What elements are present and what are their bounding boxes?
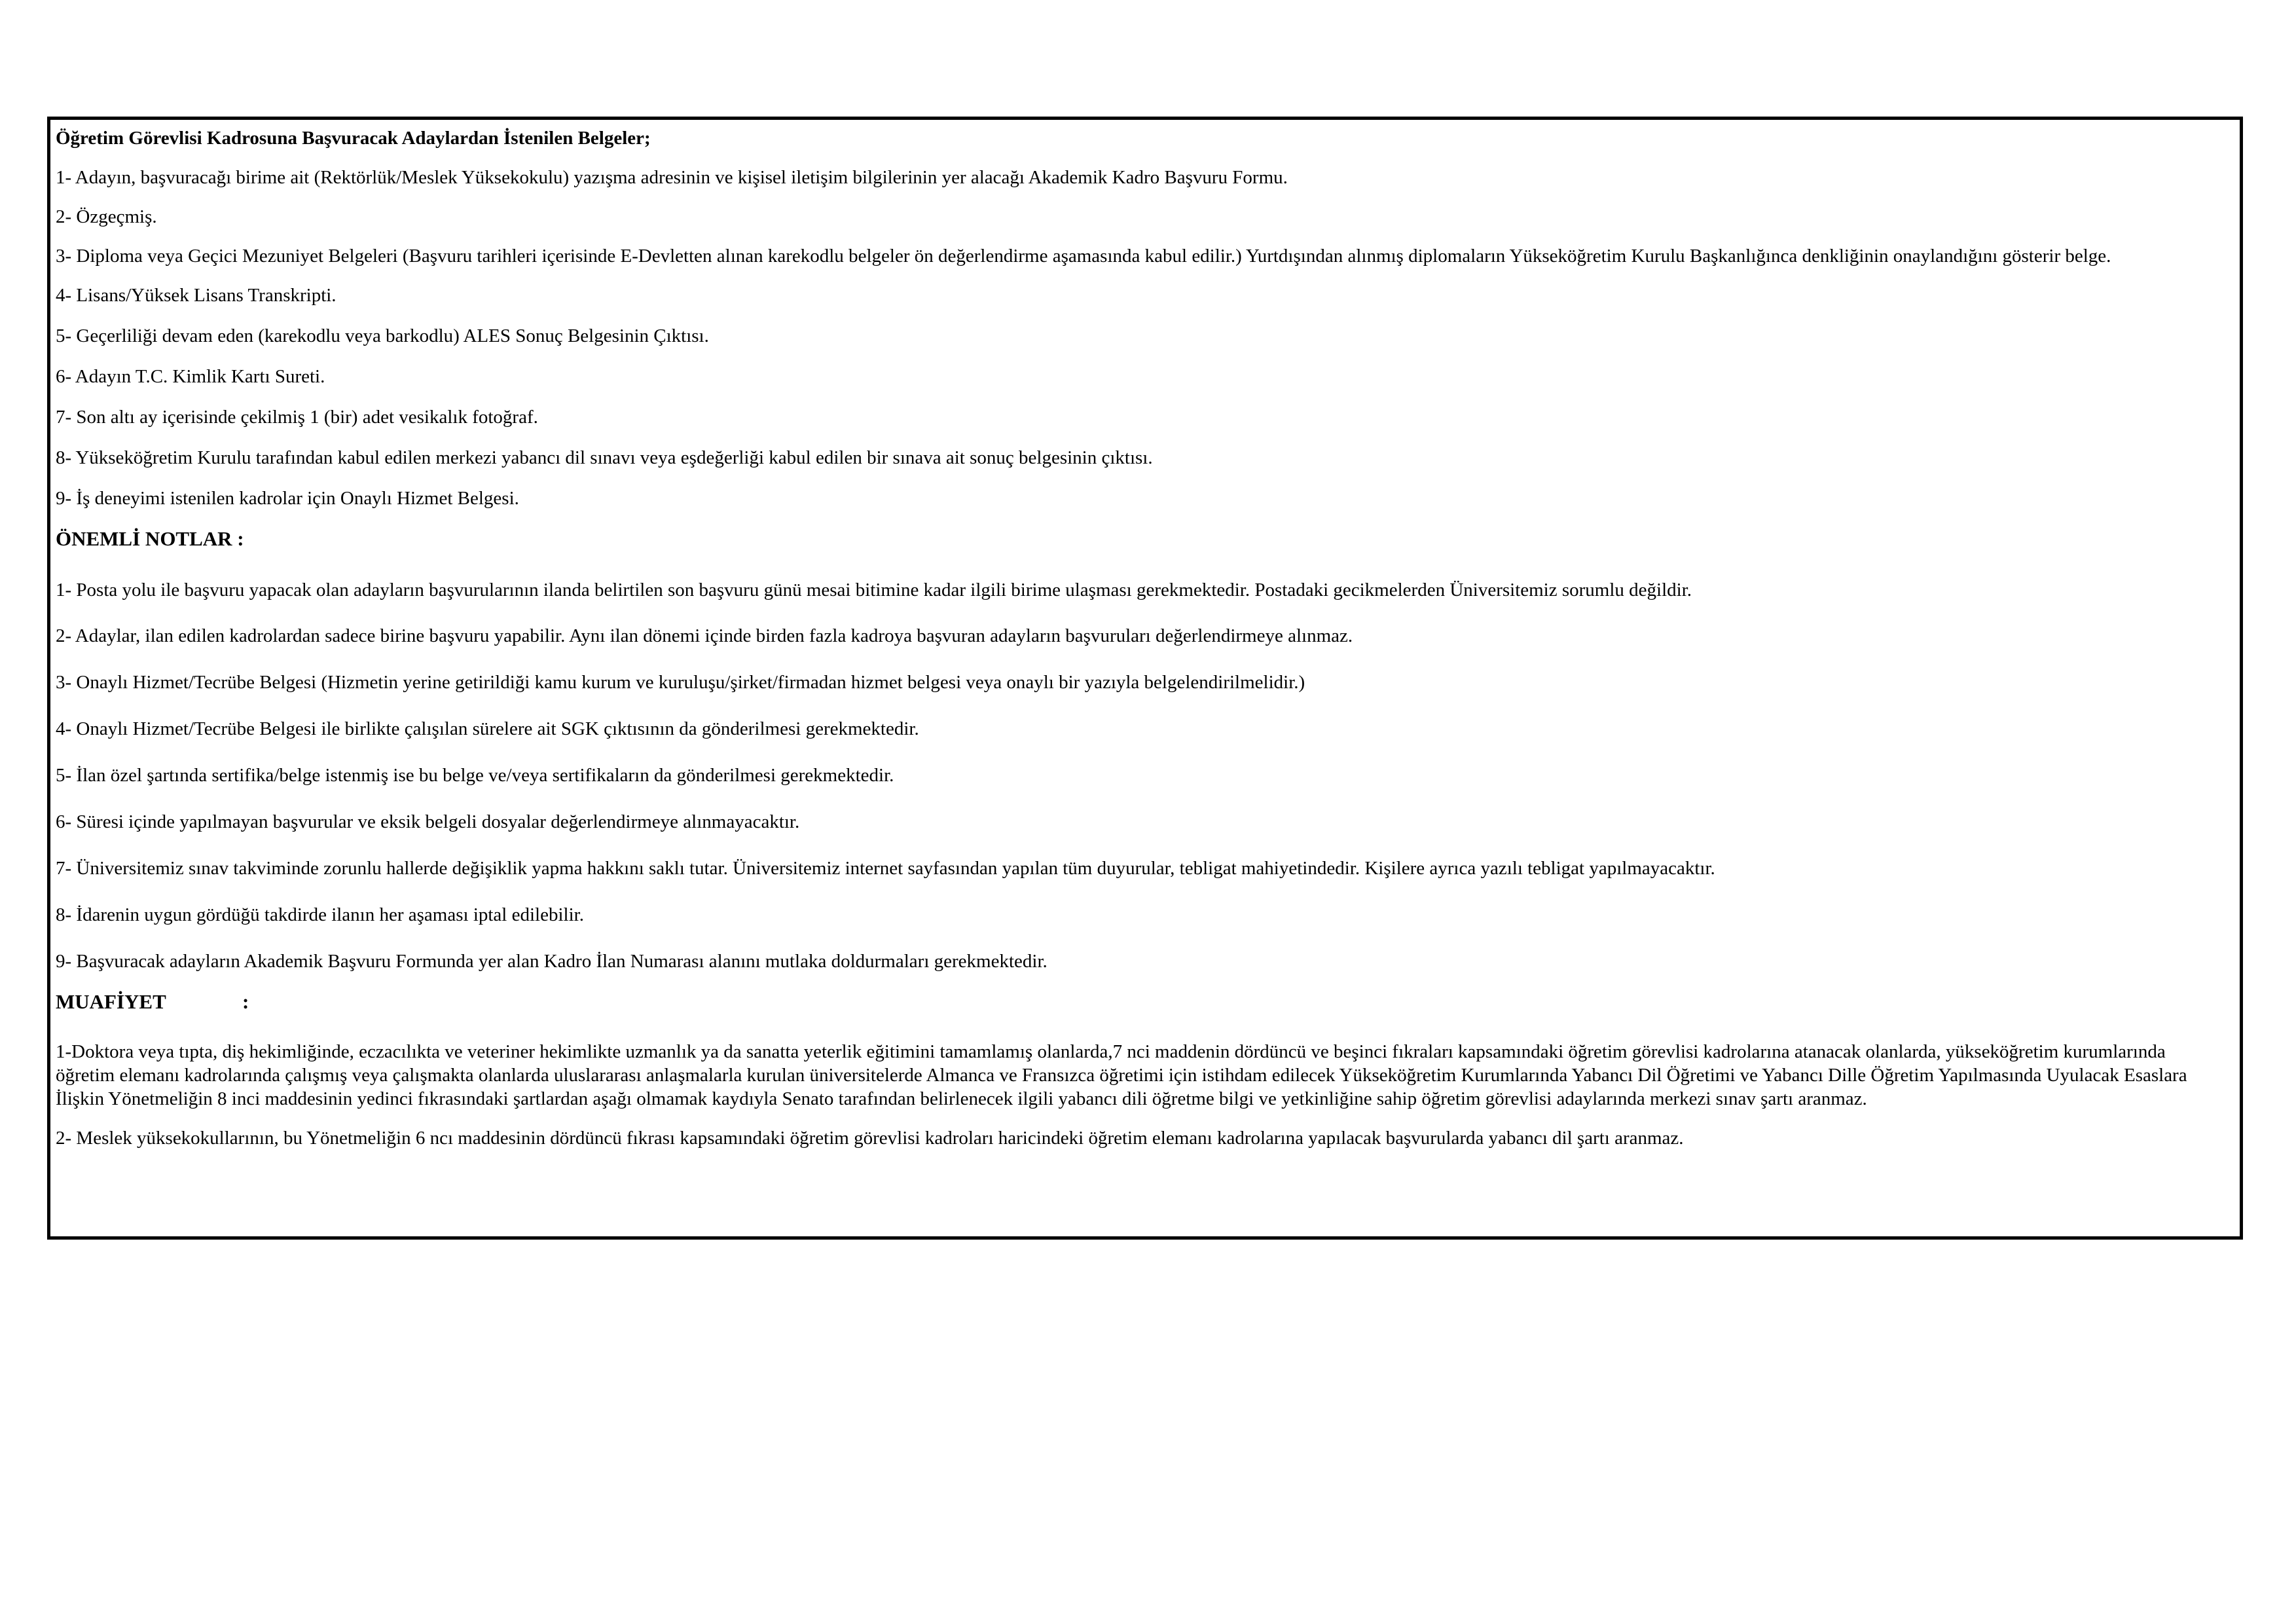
required-documents-list (56, 166, 2232, 510)
list-item: 4- Onaylı Hizmet/Tecrübe Belgesi ile birlikte çalışılan sürelere ait SGK çıktısının da gönderilmesi gerekmektedir. (56, 718, 919, 739)
list-item: 5- İlan özel şartında sertifika/belge istenmiş ise bu belge ve/veya sertifikaların da gönderilmesi gerekmektedir. (56, 765, 894, 786)
list-item: 3- Onaylı Hizmet/Tecrübe Belgesi (Hizmetin yerine getirildiği kamu kurum ve kuruluşu/şirket/firmadan hizmet belgesi veya onaylı bir yazıyla belgelendirilmelidir.) (56, 672, 1305, 693)
list-item: 3- Diploma veya Geçici Mezuniyet Belgeleri (Başvuru tarihleri içerisinde E-Devletten alınan karekodlu belgeler ön değerlendirme aşamasında kabul edilir.) Yurtdışından alınmış diplomaların Yükseköğretim Kurulu Başkanlığınca denkliğinin onaylandığını gösterir belge. (56, 246, 2111, 267)
list-item: 4- Lisans/Yüksek Lisans Transkripti. (56, 285, 337, 306)
document-box (47, 117, 2243, 1240)
list-item: 7- Üniversitemiz sınav takviminde zorunlu hallerde değişiklik yapma hakkını saklı tutar. Üniversitemiz internet sayfasından yapılan tüm duyurular, tebligat mahiyetindedir. Kişilere ayrıca yazılı tebligat yapılmayacaktır. (56, 858, 1715, 879)
document-title: Öğretim Görevlisi Kadrosuna Başvuracak Adaylardan İstenilen Belgeler; (56, 128, 651, 149)
list-item: 1- Posta yolu ile başvuru yapacak olan adayların başvurularının ilanda belirtilen son başvuru günü mesai bitimine kadar ilgili birime ulaşması gerekmektedir. Postadaki gecikmelerden Üniversitemiz sorumlu değildir. (56, 580, 1692, 600)
list-item: 9- İş deneyimi istenilen kadrolar için Onaylı Hizmet Belgesi. (56, 488, 519, 509)
list-item: 8- Yükseköğretim Kurulu tarafından kabul edilen merkezi yabancı dil sınavı veya eşdeğerliği kabul edilen bir sınava ait sonuç belgesinin çıktısı. (56, 447, 1153, 468)
exemptions-list (56, 1040, 2232, 1150)
list-item: 7- Son altı ay içerisinde çekilmiş 1 (bir) adet vesikalık fotoğraf. (56, 407, 538, 428)
notes-heading: ÖNEMLİ NOTLAR : (56, 527, 244, 550)
list-item: 2- Meslek yüksekokullarının, bu Yönetmeliğin 6 ncı maddesinin dördüncü fıkrası kapsamındaki öğretim görevlisi kadroları haricindeki öğretim elemanı kadrolarına yapılacak başvurularda yabancı dil şartı aranmaz. (56, 1128, 1684, 1149)
exemption-colon: : (242, 990, 249, 1013)
list-item: 6- Adayın T.C. Kimlik Kartı Sureti. (56, 366, 325, 387)
list-item: 5- Geçerliliği devam eden (karekodlu veya barkodlu) ALES Sonuç Belgesinin Çıktısı. (56, 325, 709, 346)
list-item: 1-Doktora veya tıpta, diş hekimliğinde, eczacılıkta ve veteriner hekimlikte uzmanlık ya da sanatta yeterlik eğitimini tamamlamış olanlarda,7 nci maddenin dördüncü ve beşinci fıkraları kapsamındaki öğretim görevlisi kadrolarına atanacak olanlarda, yükseköğretim kurumlarında öğretim elemanı kadrolarında çalışmış veya çalışmakta olanlarda uluslararası anlaşmalarla kurulan üniversitelerde Almanca ve Fransızca öğretimi için istihdam edilecek Yükseköğretim Kurumlarında Yabancı Dil Öğretimi ve Yabancı Dille Öğretim Yapılmasında Uyulacak Esaslara İlişkin Yönetmeliğin 8 inci maddesinin yedinci fıkrasındaki şartlardan aşağı olmamak kaydıyla Senato tarafından belirlenecek ilgili yabancı dili öğretme bilgi ve yetkinliğine sahip öğretim görevlisi adaylarında merkezi sınav şartı aranmaz. (56, 1041, 2187, 1109)
notes-list (56, 578, 2232, 973)
list-item: 2- Özgeçmiş. (56, 206, 157, 227)
list-item: 2- Adaylar, ilan edilen kadrolardan sadece birine başvuru yapabilir. Aynı ilan dönemi içinde birden fazla kadroya başvuran adayların başvuruları değerlendirmeye alınmaz. (56, 625, 1353, 646)
exemption-heading (56, 990, 2232, 1014)
exemption-label: MUAFİYET (56, 990, 166, 1013)
list-item: 1- Adayın, başvuracağı birime ait (Rektörlük/Meslek Yüksekokulu) yazışma adresinin ve kişisel iletişim bilgilerinin yer alacağı Akademik Kadro Başvuru Formu. (56, 167, 1288, 188)
list-item: 8- İdarenin uygun gördüğü takdirde ilanın her aşaması iptal edilebilir. (56, 904, 584, 925)
list-item: 6- Süresi içinde yapılmayan başvurular ve eksik belgeli dosyalar değerlendirmeye alınmayacaktır. (56, 811, 800, 832)
list-item: 9- Başvuracak adayların Akademik Başvuru Formunda yer alan Kadro İlan Numarası alanını mutlaka doldurmaları gerekmektedir. (56, 951, 1048, 972)
